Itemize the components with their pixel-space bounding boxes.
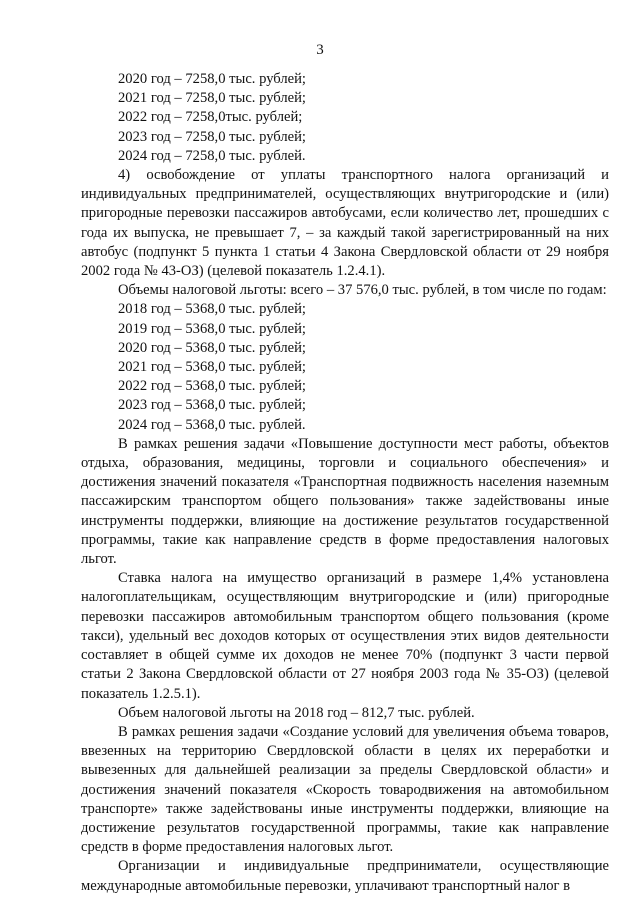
- document-body: [81, 70, 609, 896]
- list-item: 2018 год – 5368,0 тыс. рублей;: [118, 301, 306, 318]
- benefit-amounts-list-1: [81, 70, 609, 166]
- paragraph-benefit-volume-2018: Объем налоговой льготы на 2018 год – 812,7 тыс. рублей.: [118, 704, 475, 721]
- paragraph-task-goods-movement: В рамках решения задачи «Создание условий для увеличения объема товаров, ввезенных на территорию Свердловской области в целях их переработки и вывезенных для дальнейшей реализации за пределы Свердловской области» и достижения значений показателя «Скорость товародвижения на автомобильном транспорте» также задействованы иные инструменты поддержки, влияющие на достижение результатов государственной программы, такие как направление средств в форме предоставления налоговых льгот.: [81, 723, 609, 856]
- list-item: 2020 год – 5368,0 тыс. рублей;: [118, 339, 306, 356]
- list-item: 2021 год – 5368,0 тыс. рублей;: [118, 359, 306, 376]
- list-item: 2022 год – 7258,0тыс. рублей;: [118, 109, 303, 126]
- page-number: 3: [316, 42, 324, 58]
- list-item: 2020 год – 7258,0 тыс. рублей;: [118, 71, 306, 87]
- paragraph-international-carriers: Организации и индивидуальные предприниматели, осуществляющие международные автомобильные перевозки, уплачивают транспортный налог в: [81, 858, 609, 894]
- paragraph-transport-tax-exemption: 4) освобождение от уплаты транспортного налога организаций и индивидуальных предпринимателей, осуществляющих внутригородские и (или) пригородные перевозки пассажиров автобусами, если количество лет, прошедших с года их выпуска, не превышает 7, – за каждый такой зарегистрированный на них автобус (подпункт 5 пункта 1 статьи 4 Закона Свердловской области от 29 ноября 2002 года № 43-ОЗ) (целевой показатель 1.2.4.1).: [81, 167, 609, 280]
- list-item: 2023 год – 5368,0 тыс. рублей;: [118, 397, 306, 414]
- list-item: 2023 год – 7258,0 тыс. рублей;: [118, 128, 306, 145]
- list-item: 2022 год – 5368,0 тыс. рублей;: [118, 378, 306, 395]
- paragraph-benefit-volumes: Объемы налоговой льготы: всего – 37 576,0 тыс. рублей, в том числе по годам:: [118, 282, 607, 299]
- paragraph-task-accessibility: В рамках решения задачи «Повышение доступности мест работы, объектов отдыха, образования, медицины, торговли и социального обеспечения» и достижения значений показателя «Транспортная подвижность населения наземным пассажирским транспортом общего пользования» также задействованы иные инструменты поддержки, влияющие на достижение результатов государственной программы, такие как направление средств в форме предоставления налоговых льгот.: [81, 435, 609, 568]
- list-item: 2024 год – 5368,0 тыс. рублей.: [118, 416, 306, 433]
- benefit-amounts-list-2: [81, 300, 609, 434]
- list-item: 2024 год – 7258,0 тыс. рублей.: [118, 147, 306, 164]
- list-item: 2019 год – 5368,0 тыс. рублей;: [118, 320, 306, 337]
- list-item: 2021 год – 7258,0 тыс. рублей;: [118, 90, 306, 107]
- paragraph-property-tax-rate: Ставка налога на имущество организаций в размере 1,4% установлена налогоплательщикам, осуществляющим внутригородские и (или) пригородные перевозки пассажиров автомобильным транспортом общего пользования (кроме такси), удельный вес доходов которых от осуществления этих видов деятельности составляет в общей сумме их доходов не менее 70% (подпункт 3 части первой статьи 2 Закона Свердловской области от 27 ноября 2003 года № 35-ОЗ) (целевой показатель 1.2.5.1).: [81, 570, 609, 702]
